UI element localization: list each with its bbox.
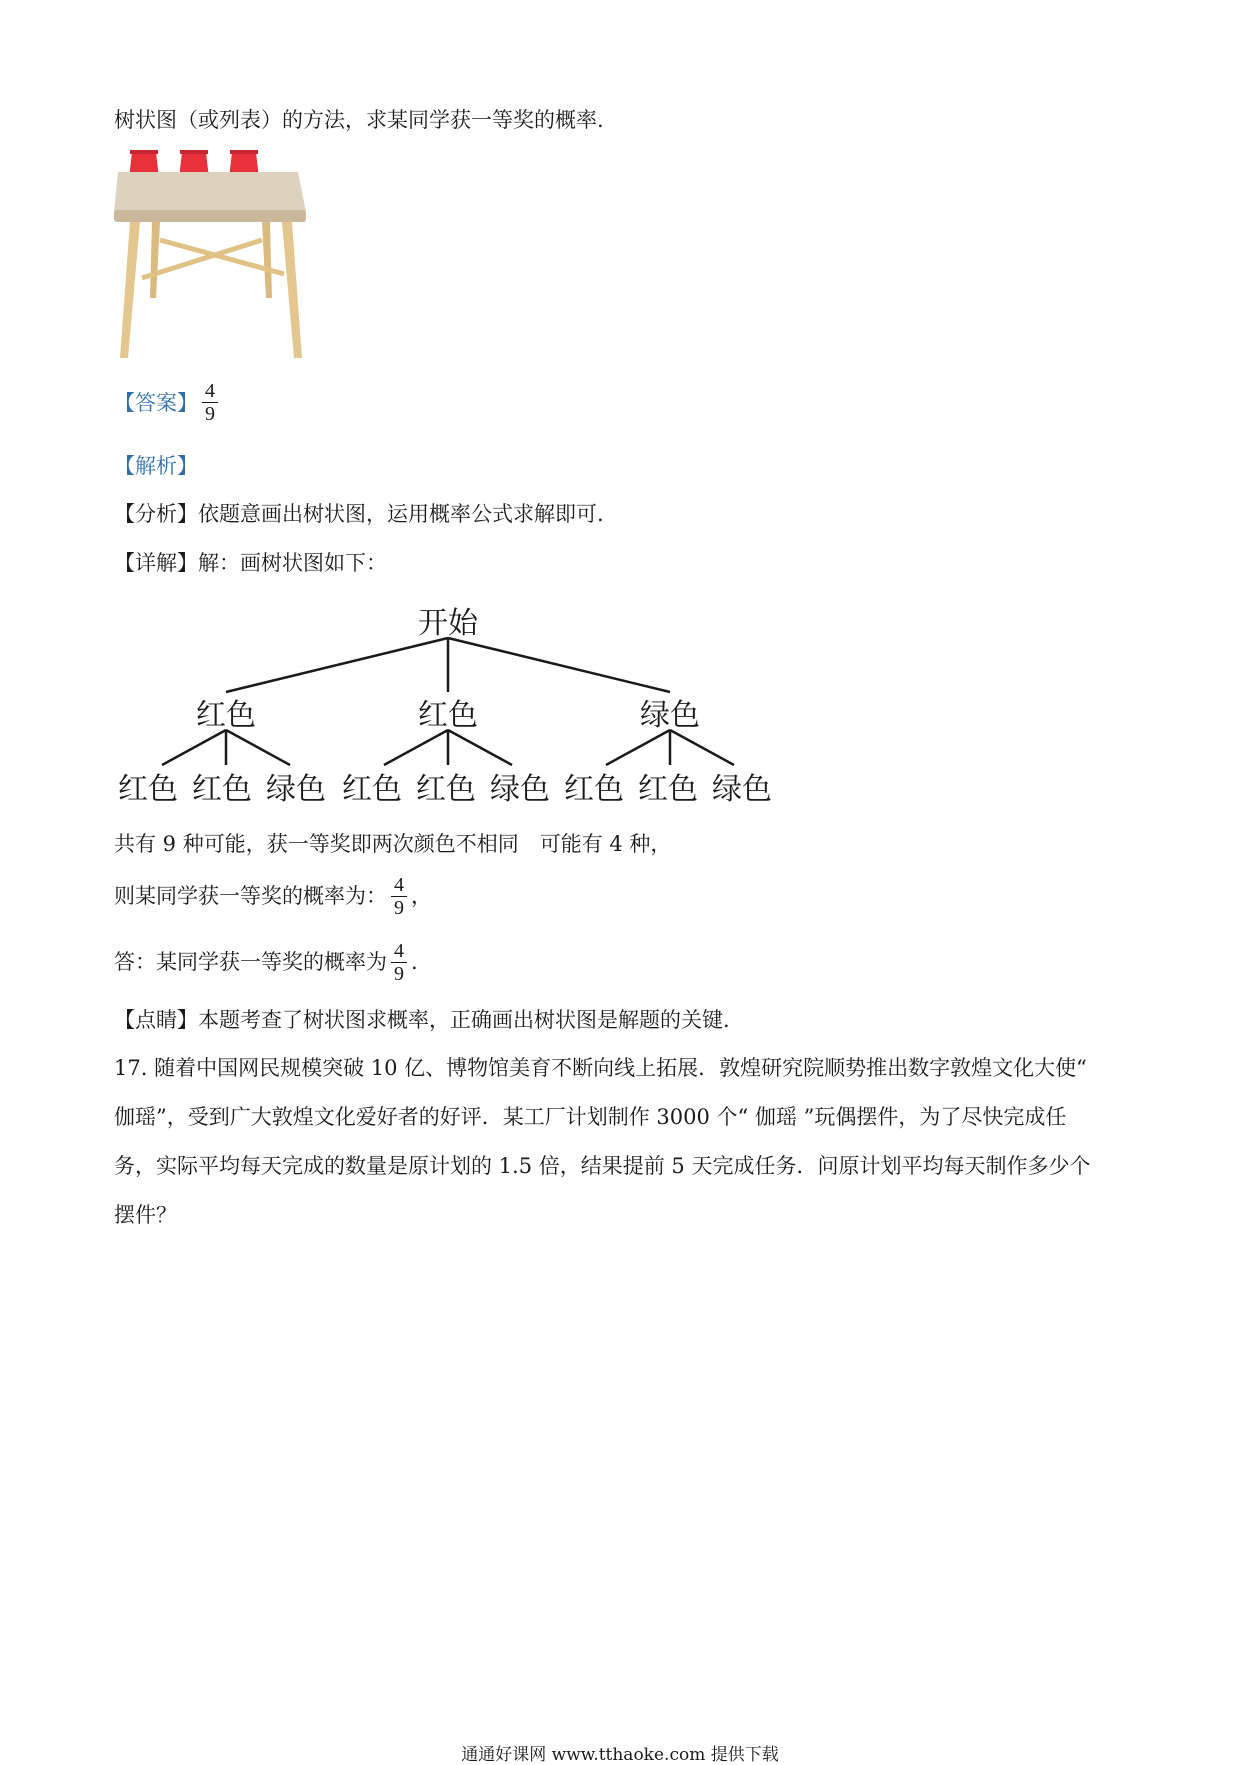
tree-level1-node: 红色 <box>418 698 478 733</box>
tree-level2-node: 红色 <box>192 772 252 807</box>
answer-numerator: 4 <box>205 380 215 402</box>
final-answer-numerator: 4 <box>394 939 404 962</box>
tree-level2-node: 绿色 <box>266 772 326 807</box>
probability-suffix: ， <box>411 884 432 908</box>
answer-denominator: 9 <box>205 403 215 425</box>
tree-level1-node: 绿色 <box>640 698 700 733</box>
table-cups-illustration <box>112 148 312 363</box>
detail-text: 【详解】解：画树状图如下： <box>114 551 387 575</box>
question-17-line: 17. 随着中国网民规模突破 10 亿、博物馆美育不断向线上拓展．敦煌研究院顺势推出数字敦煌文化大使“ <box>114 1056 1087 1080</box>
final-answer-denominator: 9 <box>394 962 404 985</box>
key-point-text: 【点睛】本题考查了树状图求概率，正确画出树状图是解题的关键. <box>114 1008 730 1032</box>
final-answer-suffix: . <box>411 950 418 974</box>
tree-level2-node: 红色 <box>118 772 178 807</box>
tree-root: 开始 <box>418 606 478 641</box>
tree-level2-node: 红色 <box>564 772 624 807</box>
analysis-text: 【分析】依题意画出树状图，运用概率公式求解即可. <box>114 502 604 526</box>
tree-level1-node: 红色 <box>196 698 256 733</box>
tree-level2-node: 绿色 <box>712 772 772 807</box>
analysis-label: 【解析】 <box>114 454 198 478</box>
probability-fraction <box>391 874 407 919</box>
total-outcomes-text: 共有 9 种可能，获一等奖即两次颜色不相同 可能有 4 种， <box>114 832 672 856</box>
probability-denominator: 9 <box>394 896 404 919</box>
final-answer-row <box>114 938 418 986</box>
answer-label: 【答案】 <box>114 390 198 415</box>
intro-text: 树状图（或列表）的方法，求某同学获一等奖的概率. <box>114 108 604 132</box>
question-17-line: 务，实际平均每天完成的数量是原计划的 1.5 倍，结果提前 5 天完成任务．问原计划平均每天制作多少个 <box>114 1154 1091 1178</box>
probability-numerator: 4 <box>394 873 404 896</box>
answer-fraction <box>202 380 218 425</box>
probability-row <box>114 872 432 920</box>
tree-level2-node: 红色 <box>638 772 698 807</box>
question-17-line: 伽瑶”，受到广大敦煌文化爱好者的好评．某工厂计划制作 3000 个“ 伽瑶 ”玩偶摆件，为了尽快完成任 <box>114 1105 1067 1129</box>
final-answer-prefix: 答：某同学获一等奖的概率为 <box>114 950 387 974</box>
tree-level2-node: 绿色 <box>490 772 550 807</box>
final-answer-fraction <box>391 940 407 985</box>
probability-prefix: 则某同学获一等奖的概率为： <box>114 884 387 908</box>
tree-level2-node: 红色 <box>416 772 476 807</box>
question-17-line: 摆件？ <box>114 1203 177 1227</box>
tree-level2-node: 红色 <box>342 772 402 807</box>
answer-row <box>114 380 222 425</box>
page-footer: 通通好课网 www.tthaoke.com 提供下载 <box>461 1745 779 1765</box>
